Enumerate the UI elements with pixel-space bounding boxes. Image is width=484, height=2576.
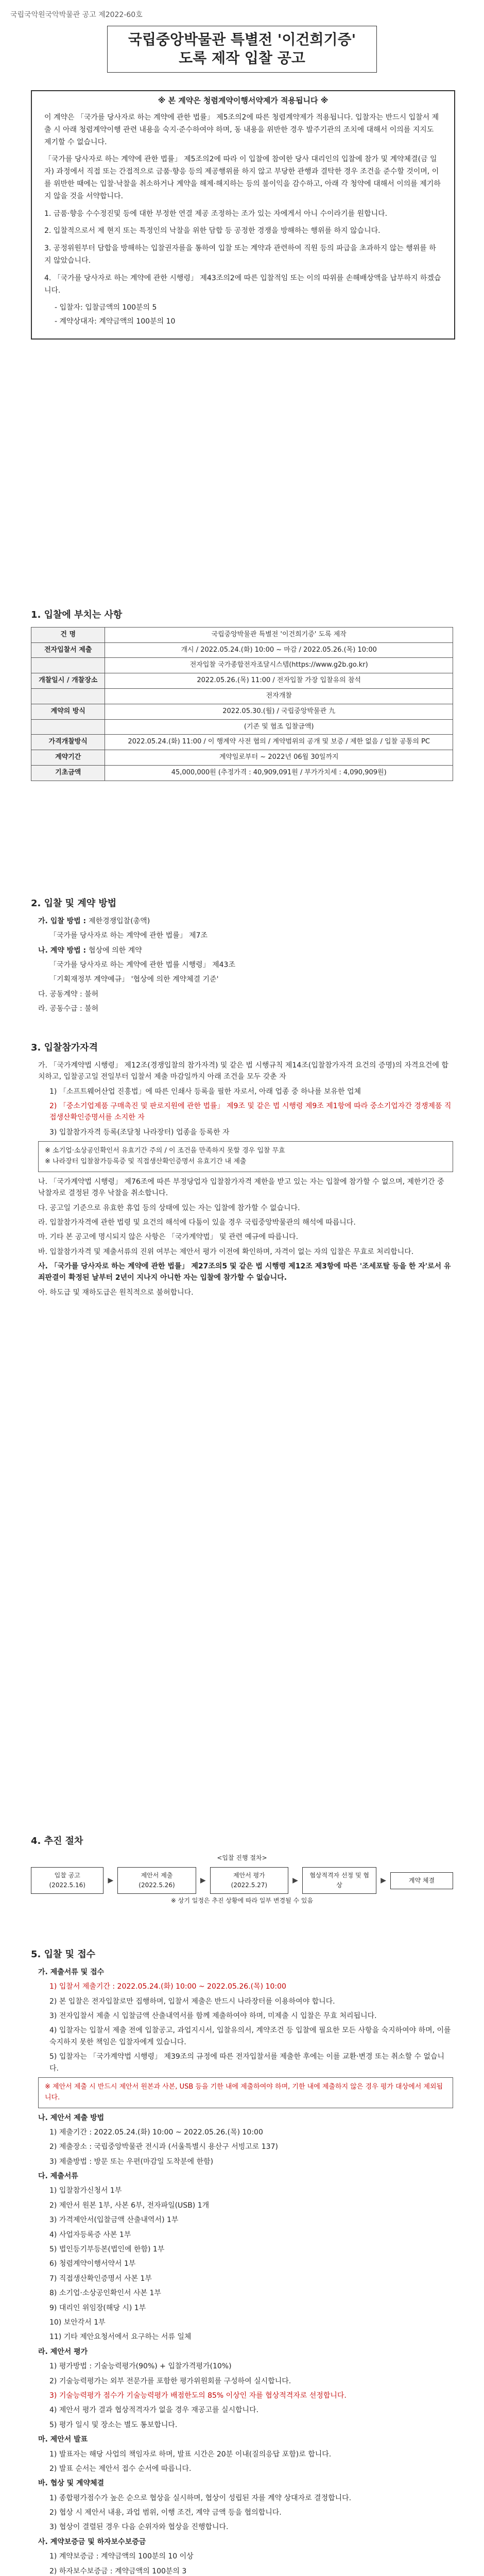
- document-item: 11) 기타 제안요청서에서 요구하는 서류 일체: [49, 2333, 192, 2342]
- title-line-2: 도록 제작 입찰 공고: [179, 49, 305, 67]
- bid-info-label: [31, 688, 105, 704]
- integrity-sub-1: - 입찰자: 입찰금액의 100분의 5: [55, 303, 157, 312]
- guarantee: 사. 계약보증금 및 하자보수보증금: [38, 2537, 146, 2546]
- qualification-a2: 2) 「중소기업제품 구매촉진 및 판로지원에 관한 법률」 제9조 및 같은 법 시행령 제9조 제1항에 따라 중소기업자간 경쟁제품 직접생산확인증명서를 소지한 자: [49, 1101, 452, 1122]
- bid-method-label: 가. 입찰 방법 :: [38, 917, 89, 925]
- qualification-e: 마. 기타 본 공고에 명시되지 않은 사항은 「국가계약법」 및 관련 예규에 따릅니다.: [38, 1233, 299, 1242]
- process-caption: <입찰 진행 절차>: [217, 1854, 267, 1861]
- contract-method-note-2: 「기획재정부 계약예규」 '협상에 의한 계약체결 기준': [49, 975, 219, 984]
- integrity-item-3: 3. 공정위원부터 담합을 방해하는 입찰권자를을 통하여 입찰 또는 계약과 관련하여 직원 등의 파급을 초과하지 않는 행위를 하지 않았습니다.: [44, 244, 436, 265]
- document-item: 5) 법인등기부등본(법인에 한함) 1부: [49, 2245, 165, 2254]
- guarantee-item: 2) 하자보수보증금 : 계약금액의 100분의 3: [49, 2567, 187, 2575]
- evaluation-item: 3) 기술능력평가 점수가 기술능력평가 배점한도의 85% 이상인 자를 협상적격자로 선정합니다.: [49, 2391, 347, 2400]
- integrity-para-1: 이 계약은 「국가를 당사자로 하는 계약에 관한 법률」 제5조의2에 따른 청렴계약제가 적용됩니다. 입찰자는 반드시 입찰서 제출 시 아래 청렴계약이행 관련 내용을 숙지·준수하여야 하며, 동 내용을 위반한 경우 발주기관의 조치에 대해서 이의를 지지도 제기할 수 없습니다.: [44, 113, 439, 146]
- bid-info-row: [31, 765, 453, 781]
- bid-info-value: 45,000,000원 (추정가격 : 40,909,091원 / 부가가치세 : 4,090,909원): [105, 765, 453, 781]
- process-flow: [31, 1867, 453, 1894]
- joint-contract: 다. 공동계약 : 불허: [38, 990, 99, 998]
- guarantee-item: 1) 계약보증금 : 계약금액의 100분의 10 이상: [49, 2552, 194, 2561]
- qualification-a3: 3) 입찰참가자격 등록(조달청 나라장터) 업종을 등록한 자: [49, 1128, 230, 1137]
- bid-info-value: 전자개찰: [105, 688, 453, 704]
- documents: 다. 제출서류: [38, 2172, 78, 2181]
- bid-info-label: [31, 658, 105, 673]
- section-2: [31, 896, 453, 1018]
- integrity-heading: ※ 본 계약은 청렴계약이행서약제가 적용됩니다 ※: [158, 96, 329, 105]
- document-item: 2) 제안서 원본 1부, 사본 6부, 전자파일(USB) 1개: [49, 2201, 210, 2210]
- bid-info-table: [31, 627, 453, 781]
- integrity-sub-2: - 계약상대자: 계약금액의 100분의 10: [55, 317, 176, 326]
- bid-info-row: [31, 704, 453, 719]
- integrity-item-4: 4. 「국가를 당사자로 하는 계약에 관한 시행령」 제43조의2에 따른 입찰적임 또는 이의 따위를 손해배상액을 납부하지 하겠습니다.: [44, 274, 441, 295]
- negotiation: 바. 협상 및 계약체결: [38, 2479, 105, 2488]
- document-item: 3) 가격제안서(입찰금액 산출내역서) 1부: [49, 2216, 179, 2225]
- arrow-right-icon: ▶: [108, 1876, 114, 1885]
- submission-note-box: ※ 제안서 제출 시 반드시 제안서 원본과 사본, USB 등을 기한 내에 제출하여야 하며, 기한 내에 제출하지 않은 경우 평가 대상에서 제외됩니다.: [38, 2077, 453, 2108]
- integrity-item-2: 2. 입찰적으로서 제 현지 또는 특정인의 낙찰을 위한 담합 등 공정한 경쟁을 방해하는 행위를 하지 않습니다.: [44, 227, 381, 235]
- qualification-g: 사. 「국가를 당사자로 하는 계약에 관한 법률」 제27조의5 및 같은 법 시행령 제12조 제3항에 따른 '조세포탈 등을 한 자'로서 유죄판결이 확정된 날부터 2년이 지나지 아니한 자는 입찰에 참가할 수 없습니다.: [38, 1262, 451, 1282]
- negotiation-item: 3) 협상이 결렬된 경우 다음 순위자와 협상을 진행합니다.: [49, 2523, 229, 2532]
- submission-a: 가. 제출서류 및 접수: [38, 1968, 105, 1976]
- bid-info-value: 2022.05.24.(화) 11:00 / 이 행계약 사전 협의 / 계약범위의 공개 및 보증 / 제한 없음 / 입찰 공통의 PC: [105, 735, 453, 750]
- document-item: 1) 입찰참가신청서 1부: [49, 2187, 122, 2195]
- bid-info-value: 2022.05.26.(목) 11:00 / 전자입찰 가장 입찰유의 참석: [105, 673, 453, 689]
- evaluation-item: 1) 평가방법 : 기술능력평가(90%) + 입찰가격평가(10%): [49, 2362, 232, 2371]
- bid-method-note: 「국가를 당사자로 하는 계약에 관한 법률」 제7조: [49, 931, 208, 940]
- bid-info-value: 국립중앙박물관 특별전 '이건희기증' 도록 제작: [105, 627, 453, 642]
- submission-a2: 2) 본 입찰은 전자입찰로만 집행하며, 입찰서 제출은 반드시 나라장터를 이용하여야 합니다.: [49, 1997, 335, 2006]
- title-line-1: 국립중앙박물관 특별전 '이건희기증': [128, 31, 356, 48]
- document-item: 8) 소기업·소상공인확인서 사본 1부: [49, 2289, 161, 2298]
- section-4-title: 4. 추진 절차: [31, 1836, 83, 1846]
- submission-a3: 3) 전자입찰서 제출 시 입찰금액 산출내역서를 함께 제출하여야 하며, 미제출 시 입찰은 무효 처리됩니다.: [49, 2011, 377, 2020]
- section-5: [31, 1947, 453, 2576]
- qualification-h: 아. 하도급 및 재하도급은 원칙적으로 불허합니다.: [38, 1288, 194, 1297]
- qualification-c: 다. 공고일 기준으로 유효한 휴업 등의 상태에 있는 자는 입찰에 참가할 수 없습니다.: [38, 1204, 300, 1212]
- section-1-title: 1. 입찰에 부치는 사항: [31, 609, 123, 620]
- qualification-note-2: ※ 나라장터 입찰참가등록증 및 직접생산확인증명서 유효기간 내 제출: [45, 1157, 247, 1165]
- bid-info-label: 개찰일시 / 개찰장소: [31, 673, 105, 689]
- document-item: 4) 사업자등록증 사본 1부: [49, 2230, 131, 2239]
- bid-info-value: 개시 / 2022.05.24.(화) 10:00 ~ 마감 / 2022.05.26.(목) 10:00: [105, 642, 453, 658]
- bid-info-row: [31, 750, 453, 766]
- section-2-title: 2. 입찰 및 계약 방법: [31, 898, 117, 909]
- submission-a4: 4) 입찰자는 입찰서 제출 전에 입찰공고, 과업지시서, 입찰유의서, 계약조건 등 입찰에 필요한 모든 사항을 숙지하여야 하며, 이를 숙지하지 못한 책임은 입찰자에게 있습니다.: [49, 2026, 451, 2046]
- process-footnote: ※ 상기 일정은 추진 상황에 따라 일부 변경될 수 있음: [170, 1897, 314, 1905]
- qualification-d: 라. 입찰참가자격에 관한 법령 및 요건의 해석에 다툼이 있을 경우 국립중앙박물관의 해석에 따릅니다.: [38, 1218, 356, 1227]
- title-box: [107, 26, 377, 73]
- evaluation-item: 5) 평가 일시 및 장소는 별도 통보합니다.: [49, 2420, 178, 2429]
- qualification-f: 바. 입찰참가자격 및 제출서류의 진위 여부는 제안서 평가 이전에 확인하며, 자격이 없는 자의 입찰은 무효로 처리합니다.: [38, 1247, 414, 1256]
- arrow-right-icon: ▶: [381, 1876, 386, 1885]
- notice-number: 국립국악원국악박물관 공고 제2022-60호: [10, 11, 143, 19]
- process-step: 계약 체결: [390, 1872, 453, 1889]
- qualification-note-1: ※ 소기업·소상공인확인서 유효기간 주의 / 이 조건을 만족하지 못할 경우 입찰 무효: [45, 1147, 285, 1155]
- bid-info-label: 계약의 방식: [31, 704, 105, 719]
- submission-a5: 5) 입찰자는 「국가계약법 시행령」 제39조의 규정에 따른 전자입찰서를 제출한 후에는 이를 교환·변경 또는 취소할 수 없습니다.: [49, 2053, 445, 2073]
- document-item: 7) 직접생산확인증명서 사본 1부: [49, 2274, 152, 2283]
- contract-method-label: 나. 계약 방법 :: [38, 946, 89, 955]
- process-step: 협상적격자 선정 및 협상: [302, 1867, 376, 1894]
- qualification-b: 나. 「국가계약법 시행령」 제76조에 따른 부정당업자 입찰참가자격 제한을 받고 있는 자는 입찰에 참가할 수 없으며, 제한기간 중 낙찰자로 결정된 경우 낙찰을 취소합니다.: [38, 1177, 444, 1198]
- document-item: 9) 대리인 위임장(해당 시) 1부: [49, 2303, 146, 2312]
- qualification-a: 가. 「국가계약법 시행령」 제12조(경쟁입찰의 참가자격) 및 같은 법 시행규칙 제14조(입찰참가자격 요건의 증명)의 자격요건에 합치하고, 입찰공고일 전일부터 입찰서 제출 마감일까지 아래 조건을 모두 갖춘 자: [38, 1061, 448, 1081]
- qualification-a1: 1) 「소프트웨어산업 진흥법」에 따른 인쇄사 등록을 필한 자로서, 아래 업종 중 하나를 보유한 업체: [49, 1087, 361, 1096]
- joint-supply: 라. 공동수급 : 불허: [38, 1005, 99, 1013]
- arrow-right-icon: ▶: [200, 1876, 206, 1885]
- proposal-method-1: 1) 제출기간 : 2022.05.24.(화) 10:00 ~ 2022.05.26.(목) 10:00: [49, 2128, 263, 2137]
- bid-info-label: [31, 719, 105, 735]
- document-item: 10) 보안각서 1부: [49, 2318, 106, 2327]
- process-step: 제안서 평가 (2022.5.27): [210, 1867, 289, 1894]
- bid-info-row: [31, 673, 453, 689]
- bid-info-value: 전자입찰 국가종합전자조달시스템(https://www.g2b.go.kr): [105, 658, 453, 673]
- bid-info-value: (기존 및 협조 입찰금액): [105, 719, 453, 735]
- bid-method: [38, 916, 453, 927]
- process-step: 제안서 제출 (2022.5.26): [117, 1867, 196, 1894]
- bid-info-label: 건 명: [31, 627, 105, 642]
- negotiation-item: 2) 협상 시 제안서 내용, 과업 범위, 이행 조건, 계약 금액 등을 협의합니다.: [49, 2509, 282, 2517]
- document-item: 6) 청렴계약이행서약서 1부: [49, 2260, 136, 2268]
- bid-info-row: [31, 719, 453, 735]
- section-3-title: 3. 입찰참가자격: [31, 1042, 98, 1053]
- integrity-para-2: 「국가를 당사자로 하는 계약에 관한 법률」 제5조의2에 따라 이 입찰에 참여한 당사 대리인의 입찰에 참가 및 계약체결(금 일자) 과정에서 직접 또는 간접적으로 금품·향응 등의 제공행위를 하지 않고 부당한 관행과 결탁한 경우 조건을 준수할 것이며, 이를 위반한 때에는 입찰·낙찰을 취소하거나 계약을 해제·해지하는 등의 불이익을 감수하고, 아래 각 청약에 대해서 이의를 제기하지 않을 것을 서약합니다.: [44, 155, 441, 200]
- bid-info-row: [31, 658, 453, 673]
- contract-method: [38, 945, 453, 956]
- integrity-contract-box: [31, 90, 455, 340]
- bid-info-label: 기초금액: [31, 765, 105, 781]
- qualification-note-box: [38, 1141, 453, 1172]
- bid-info-row: [31, 627, 453, 642]
- bid-info-row: [31, 642, 453, 658]
- bid-info-label: 계약기간: [31, 750, 105, 766]
- integrity-item-1: 1. 금품·향응 수수정진및 등에 대한 부정한 연결 제공 조정하는 조가 있는 자에게서 아니 수이라기를 원합니다.: [44, 209, 388, 218]
- presentation: 마. 제안서 발표: [38, 2435, 88, 2444]
- section-1: [31, 608, 453, 781]
- bid-method-value: 제한경쟁입찰(총액): [89, 917, 150, 925]
- proposal-method-3: 3) 제출방법 : 방문 또는 우편(마감일 도착분에 한함): [49, 2157, 214, 2166]
- negotiation-item: 1) 종합평가점수가 높은 순으로 협상을 실시하며, 협상이 성립된 자를 계약 상대자로 결정합니다.: [49, 2494, 352, 2502]
- presentation-item: 2) 발표 순서는 제안서 접수 순서에 따릅니다.: [49, 2464, 192, 2473]
- title-area: [31, 26, 453, 73]
- bid-info-value: 계약일로부터 ~ 2022년 06월 30일까지: [105, 750, 453, 766]
- section-3: [31, 1041, 453, 1301]
- evaluation-item: 2) 기술능력평가는 외부 전문가를 포함한 평가위원회를 구성하여 실시합니다.: [49, 2377, 291, 2385]
- submission-a1: 1) 입찰서 제출기간 : 2022.05.24.(화) 10:00 ~ 2022.05.26.(목) 10:00: [49, 1982, 286, 1991]
- proposal-method: 나. 제안서 제출 방법: [38, 2113, 105, 2122]
- bid-info-label: 가격개찰방식: [31, 735, 105, 750]
- evaluation-item: 4) 제안서 평가 결과 협상적격자가 없을 경우 재공고를 실시합니다.: [49, 2406, 259, 2415]
- bid-info-label: 전자입찰서 제출: [31, 642, 105, 658]
- evaluation: 라. 제안서 평가: [38, 2347, 88, 2356]
- presentation-item: 1) 발표자는 해당 사업의 책임자로 하며, 발표 시간은 20분 이내(질의응답 포함)로 합니다.: [49, 2450, 332, 2459]
- section-4: [31, 1834, 453, 1906]
- bid-info-row: [31, 688, 453, 704]
- process-step: 입찰 공고 (2022.5.16): [31, 1867, 103, 1894]
- section-5-title: 5. 입찰 및 접수: [31, 1949, 96, 1960]
- bid-info-value: 2022.05.30.(월) / 국립중앙박물관 九: [105, 704, 453, 719]
- proposal-method-2: 2) 제출장소 : 국립중앙박물관 전시과 (서울특별시 용산구 서빙고로 137): [49, 2143, 278, 2151]
- contract-method-note-1: 「국가를 당사자로 하는 계약에 관한 법률 시행령」 제43조: [49, 960, 235, 969]
- contract-method-value: 협상에 의한 계약: [89, 946, 142, 955]
- arrow-right-icon: ▶: [292, 1876, 298, 1885]
- bid-info-row: [31, 735, 453, 750]
